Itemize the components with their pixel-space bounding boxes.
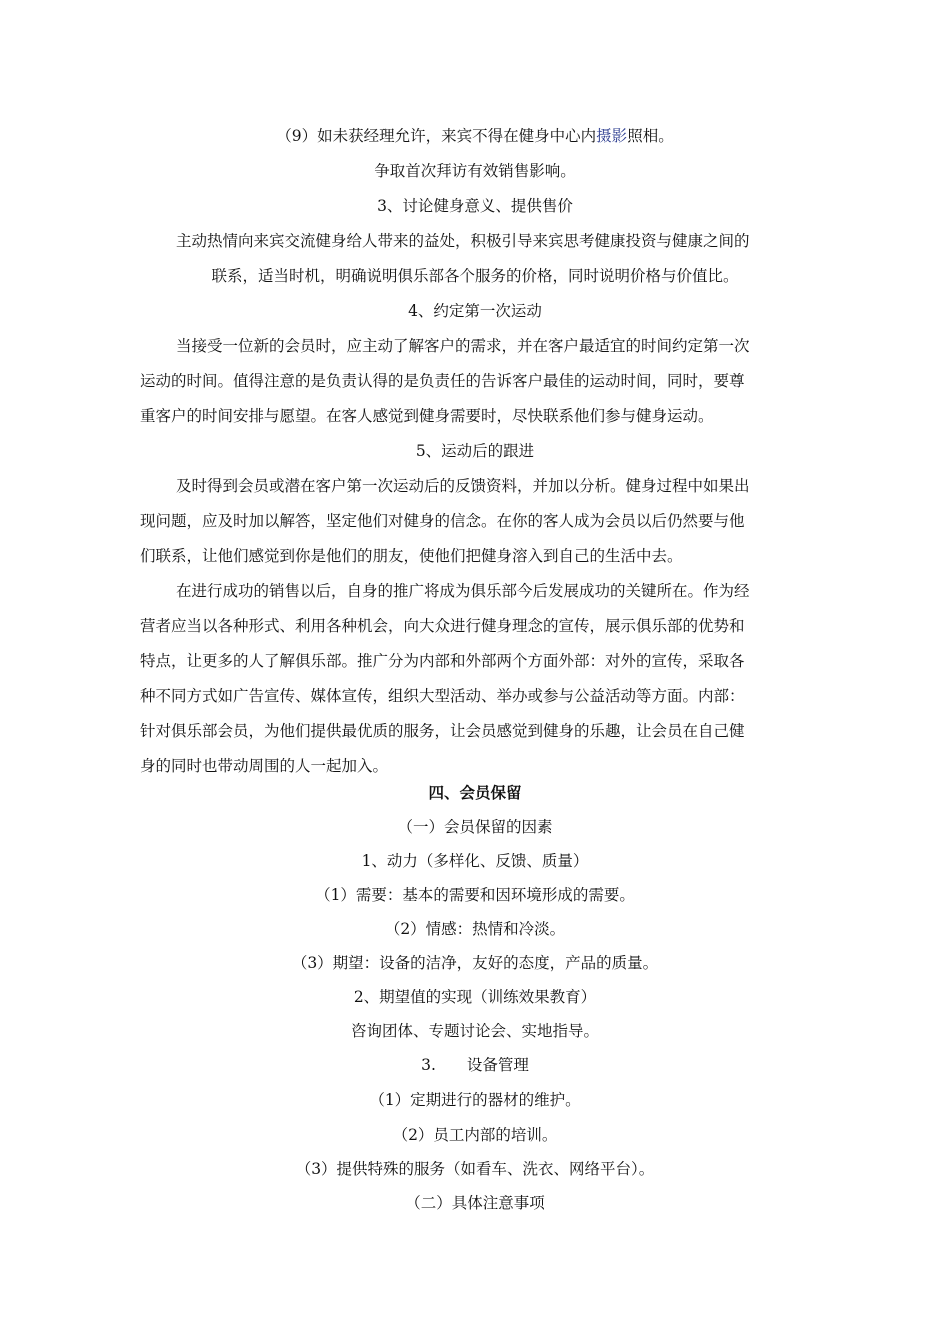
photography-link[interactable]: 摄影 [596, 127, 628, 145]
list-heading: 1、动力（多样化、反馈、质量） [361, 852, 589, 870]
list-item: 咨询团体、专题讨论会、实地指导。 [350, 1022, 599, 1040]
rule-line-9 [140, 126, 810, 146]
rule-text-end: 照相。 [627, 127, 674, 145]
list-heading: 2、期望值的实现（训练效果教育） [353, 988, 597, 1006]
paragraph-line: 当接受一位新的会员时，应主动了解客户的需求，并在客户最适宜的时间约定第一次 [176, 337, 750, 355]
paragraph-line: 联系，适当时机，明确说明俱乐部各个服务的价格，同时说明价格与价值比。 [211, 267, 739, 285]
paragraph-line: 争取首次拜访有效销售影响。 [374, 162, 576, 180]
paragraph-line: 主动热情向来宾交流健身给人带来的益处，积极引导来宾思考健康投资与健康之间的 [176, 232, 750, 250]
section-heading-4: 4、约定第一次运动 [408, 302, 542, 320]
paragraph-line: 种不同方式如广告宣传、媒体宣传，组织大型活动、举办或参与公益活动等方面。内部： [140, 687, 745, 705]
list-heading: 3. 设备管理 [421, 1056, 529, 1074]
paragraph-line: 针对俱乐部会员，为他们提供最优质的服务，让会员感觉到健身的乐趣，让会员在自己健 [140, 722, 745, 740]
paragraph-line: 现问题，应及时加以解答，坚定他们对健身的信念。在你的客人成为会员以后仍然要与他 [140, 512, 745, 530]
subsection-heading: （二）具体注意事项 [405, 1194, 545, 1212]
section-heading-5: 5、运动后的跟进 [415, 442, 535, 460]
list-item: （2）情感：热情和冷淡。 [384, 920, 566, 938]
paragraph-line: 们联系，让他们感觉到你是他们的朋友，使他们把健身溶入到自己的生活中去。 [140, 547, 683, 565]
paragraph-line: 特点，让更多的人了解俱乐部。推广分为内部和外部两个方面外部：对外的宣传，采取各 [140, 652, 745, 670]
list-item: （1）需要：基本的需要和因环境形成的需要。 [315, 886, 635, 904]
subsection-heading: （一）会员保留的因素 [397, 818, 553, 836]
paragraph-line: 及时得到会员或潜在客户第一次运动后的反馈资料，并加以分析。健身过程中如果出 [176, 477, 750, 495]
list-item: （1）定期进行的器材的维护。 [369, 1091, 581, 1109]
paragraph-line: 在进行成功的销售以后，自身的推广将成为俱乐部今后发展成功的关键所在。作为经 [176, 582, 750, 600]
paragraph-line: 身的同时也带动周围的人一起加入。 [140, 757, 389, 775]
rule-text: （9）如未获经理允许，来宾不得在健身中心内 [276, 127, 597, 145]
section-heading-3: 3、讨论健身意义、提供售价 [377, 197, 573, 215]
chapter-heading: 四、会员保留 [428, 783, 522, 802]
paragraph-line: 重客户的时间安排与愿望。在客人感觉到健身需要时，尽快联系他们参与健身运动。 [140, 407, 714, 425]
list-item: （3）提供特殊的服务（如看车、洗衣、网络平台）。 [295, 1160, 655, 1178]
paragraph-line: 营者应当以各种形式、利用各种机会，向大众进行健身理念的宣传，展示俱乐部的优势和 [140, 617, 745, 635]
list-item: （2）员工内部的培训。 [392, 1126, 558, 1144]
list-item: （3）期望：设备的洁净，友好的态度，产品的质量。 [291, 954, 659, 972]
paragraph-line: 运动的时间。值得注意的是负责认得的是负责任的告诉客户最佳的运动时间，同时，要尊 [140, 372, 745, 390]
